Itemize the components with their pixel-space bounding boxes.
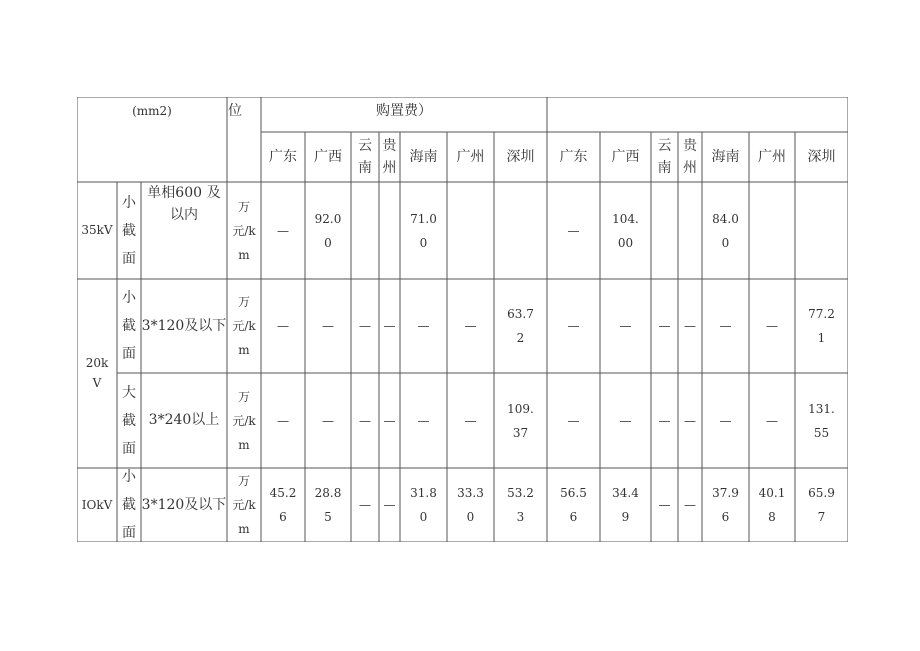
cell-1-4: — bbox=[417, 319, 430, 333]
cell-0-9 bbox=[651, 182, 678, 279]
header-province-2: 云 南 bbox=[358, 137, 372, 176]
row-spec-1: 3*120及以下 bbox=[141, 317, 227, 334]
cell-0-3 bbox=[379, 182, 400, 279]
cell-2-6: 109. 37 bbox=[507, 401, 534, 440]
cell-3-10: — bbox=[684, 498, 696, 512]
cell-1-11: — bbox=[719, 319, 732, 333]
header-province-11: 海南 bbox=[711, 148, 740, 165]
cell-2-0: — bbox=[277, 413, 289, 428]
cell-2-13: 131. 55 bbox=[808, 401, 835, 440]
cell-2-5: — bbox=[464, 413, 477, 428]
cell-0-1: 92.0 0 bbox=[314, 211, 342, 250]
cell-3-2: — bbox=[359, 498, 371, 512]
row-section-3: 小 截 面 bbox=[122, 469, 136, 541]
cell-3-3: — bbox=[383, 498, 396, 512]
cell-2-1: — bbox=[322, 413, 334, 428]
cell-2-11: — bbox=[719, 413, 732, 428]
cell-3-1: 28.8 5 bbox=[314, 486, 342, 524]
cell-0-8: 104. 00 bbox=[612, 211, 639, 250]
header-group-left: 购置费） bbox=[376, 102, 432, 119]
row-spec-2: 3*240以上 bbox=[148, 412, 220, 429]
row-voltage-10kv: IOkV bbox=[81, 497, 113, 512]
cell-2-2: — bbox=[359, 413, 371, 428]
cell-1-7: — bbox=[567, 319, 580, 333]
cell-3-0: 45.2 6 bbox=[269, 486, 297, 524]
cell-2-8: — bbox=[619, 413, 632, 428]
cell-3-4: 31.8 0 bbox=[410, 486, 437, 524]
cell-0-5 bbox=[447, 182, 494, 279]
cell-2-7: — bbox=[567, 413, 580, 428]
cell-1-1: — bbox=[322, 319, 334, 333]
header-province-9: 云 南 bbox=[657, 137, 672, 176]
cell-1-0: — bbox=[277, 319, 289, 333]
header-province-12: 广州 bbox=[758, 148, 786, 165]
header-province-3: 贵 州 bbox=[382, 137, 397, 176]
header-province-5: 广州 bbox=[456, 148, 485, 165]
cable-cost-table bbox=[77, 97, 848, 542]
row-voltage-20kv: 20k V bbox=[85, 356, 109, 390]
header-province-7: 广东 bbox=[559, 148, 588, 165]
cell-3-5: 33.3 0 bbox=[457, 486, 484, 524]
cell-0-0: — bbox=[277, 223, 289, 238]
header-province-4: 海南 bbox=[409, 148, 438, 165]
cell-1-5: — bbox=[464, 319, 477, 333]
cell-0-13 bbox=[795, 182, 848, 279]
cell-1-3: — bbox=[383, 319, 396, 333]
row-spec-3: 3*120及以下 bbox=[141, 496, 227, 513]
cell-0-11: 84.0 0 bbox=[712, 211, 739, 250]
row-voltage-35kv: 35kV bbox=[81, 223, 113, 237]
cell-2-10: — bbox=[684, 413, 696, 428]
cell-3-8: 34.4 9 bbox=[612, 486, 639, 524]
row-section-2: 大 截 面 bbox=[122, 384, 136, 457]
header-unit-label: 位 bbox=[228, 102, 242, 119]
header-spec-unit: (mm2) bbox=[132, 103, 172, 118]
row-unit-3: 万 元/k m bbox=[232, 474, 256, 536]
cell-3-9: — bbox=[658, 498, 671, 512]
row-spec-0: 单相600 及 以内 bbox=[147, 185, 221, 224]
cell-1-9: — bbox=[658, 319, 671, 333]
header-province-10: 贵 州 bbox=[683, 137, 697, 176]
cell-1-6: 63.7 2 bbox=[507, 307, 534, 345]
header-province-1: 广西 bbox=[314, 148, 342, 165]
cell-0-2 bbox=[351, 182, 379, 279]
cell-0-6 bbox=[494, 182, 547, 279]
header-province-0: 广东 bbox=[269, 148, 297, 165]
cell-2-4: — bbox=[417, 413, 430, 428]
cell-2-12: — bbox=[766, 413, 778, 428]
cell-1-12: — bbox=[766, 319, 778, 333]
cell-3-7: 56.5 6 bbox=[560, 486, 587, 524]
header-group-right bbox=[547, 97, 848, 125]
cell-1-8: — bbox=[619, 319, 632, 333]
cell-1-13: 77.2 1 bbox=[808, 307, 835, 345]
cell-0-7: — bbox=[567, 223, 580, 238]
cell-3-13: 65.9 7 bbox=[808, 486, 835, 524]
cell-3-6: 53.2 3 bbox=[507, 486, 534, 524]
row-section-1: 小 截 面 bbox=[122, 290, 136, 362]
cell-1-2: — bbox=[359, 319, 371, 333]
cell-0-12 bbox=[749, 182, 795, 279]
cell-2-9: — bbox=[658, 413, 671, 428]
cell-0-4: 71.0 0 bbox=[410, 211, 437, 250]
header-province-13: 深圳 bbox=[807, 148, 836, 165]
header-province-8: 广西 bbox=[611, 148, 640, 165]
cell-1-10: — bbox=[684, 319, 696, 333]
row-unit-1: 万 元/k m bbox=[232, 295, 256, 357]
row-unit-0: 万 元/k m bbox=[232, 199, 256, 262]
cell-2-3: — bbox=[383, 413, 396, 428]
row-unit-2: 万 元/k m bbox=[232, 389, 256, 452]
cell-3-11: 37.9 6 bbox=[712, 486, 739, 524]
cell-0-10 bbox=[678, 182, 702, 279]
header-province-6: 深圳 bbox=[506, 148, 535, 165]
cell-3-12: 40.1 8 bbox=[758, 486, 786, 524]
row-section-0: 小 截 面 bbox=[122, 194, 136, 267]
